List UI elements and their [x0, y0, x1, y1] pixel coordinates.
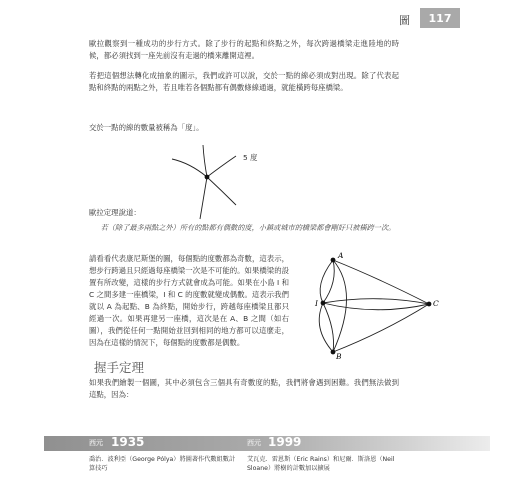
- paragraph-abstraction: 若把這個想法轉化成抽象的圖示，我們或許可以說，交於一點的線必須成對出現。除了代表起點和終點的兩點之外，若且唯若各個點都有偶數條線通過，就能橫跨每座橋梁。: [89, 71, 399, 92]
- edge-2: [203, 145, 207, 177]
- edge-a-i-1: [320, 260, 333, 303]
- timeline-era-2: 西元: [247, 439, 261, 447]
- paragraph-theorem-intro: 歐拉定理說道：: [89, 208, 141, 217]
- vertex-c: [427, 302, 432, 307]
- label-b: B: [336, 352, 342, 360]
- edge-i-c-1: [323, 299, 429, 304]
- konigsberg-graph: [300, 250, 440, 360]
- label-c: C: [433, 299, 439, 308]
- edge-4: [207, 177, 236, 205]
- timeline-year-1: 1935: [111, 435, 145, 449]
- edge-3: [207, 156, 236, 177]
- vertex-i: [321, 301, 326, 306]
- timeline-note-1: 喬治．波利亞（George Pólya）將圖著作代數組數計算技巧: [89, 456, 236, 472]
- paragraph-handshake: 如果我們繪製一個圖，其中必須包含三個具有奇數度的點，我們將會遇到困難。我們無法做到這點，因為：: [89, 378, 399, 399]
- header-label: 圖: [399, 14, 410, 27]
- degree-label: 5 度: [243, 153, 258, 162]
- vertex-b: [331, 350, 336, 355]
- label-i: I: [315, 299, 318, 308]
- paragraph-euler-observation: 歐拉觀察到一種成功的步行方式。除了步行的起點和終點之外，每次跨過橋梁走進陸地的時候，都必須找到一座先前沒有走過的橋來離開這裡。: [89, 39, 399, 60]
- page-number-box: 117: [420, 8, 460, 28]
- edge-a-c: [333, 260, 429, 304]
- edge-i-c-2: [323, 303, 429, 310]
- edge-1: [172, 159, 207, 177]
- paragraph-konigsberg: 請看看代表康尼斯堡的圖，每個點的度數都為奇數，這表示，想步行跨過且只經過每座橋梁一次是不可能的。如果橋梁的設置有所改變，這樣的步行方式就會成為可能。如果在小島 I 和 C 之間多建一座橋梁，I 和 C 的度數就變成偶數。這表示我們就以 A 為起點、B 為終點，開始步行，跨越每座橋梁且都只經過一次。如果再建另一座橋，這次是在 A、B 之間（如右圖），我們從任何一點開始並回到相同的地方都可以這麼走，因為在這樣的情況下，每個點的度數都是偶數。: [89, 254, 289, 347]
- vertex-a: [331, 258, 336, 263]
- label-a: A: [338, 251, 344, 260]
- euler-theorem-statement: 若（除了最多兩點之外）所有的點都有偶數的度，小鎮或城市的橋梁都會剛好只被橫跨一次。: [100, 223, 396, 232]
- timeline-year-2: 1999: [268, 435, 302, 449]
- edge-b-c: [333, 304, 429, 352]
- timeline-era-1: 西元: [89, 439, 103, 447]
- edge-i-b-2: [323, 303, 334, 352]
- timeline-note-2: 艾瓦克．雷恩斯（Eric Rains）和尼爾．斯洛恩（Neil Sloane）將樹的計數加以擴展: [247, 456, 395, 472]
- vertex-dot: [205, 175, 210, 180]
- section-title-handshake: 握手定理: [94, 360, 145, 375]
- paragraph-degree-definition: 交於一點的線的數量被稱為「度」。: [89, 123, 204, 132]
